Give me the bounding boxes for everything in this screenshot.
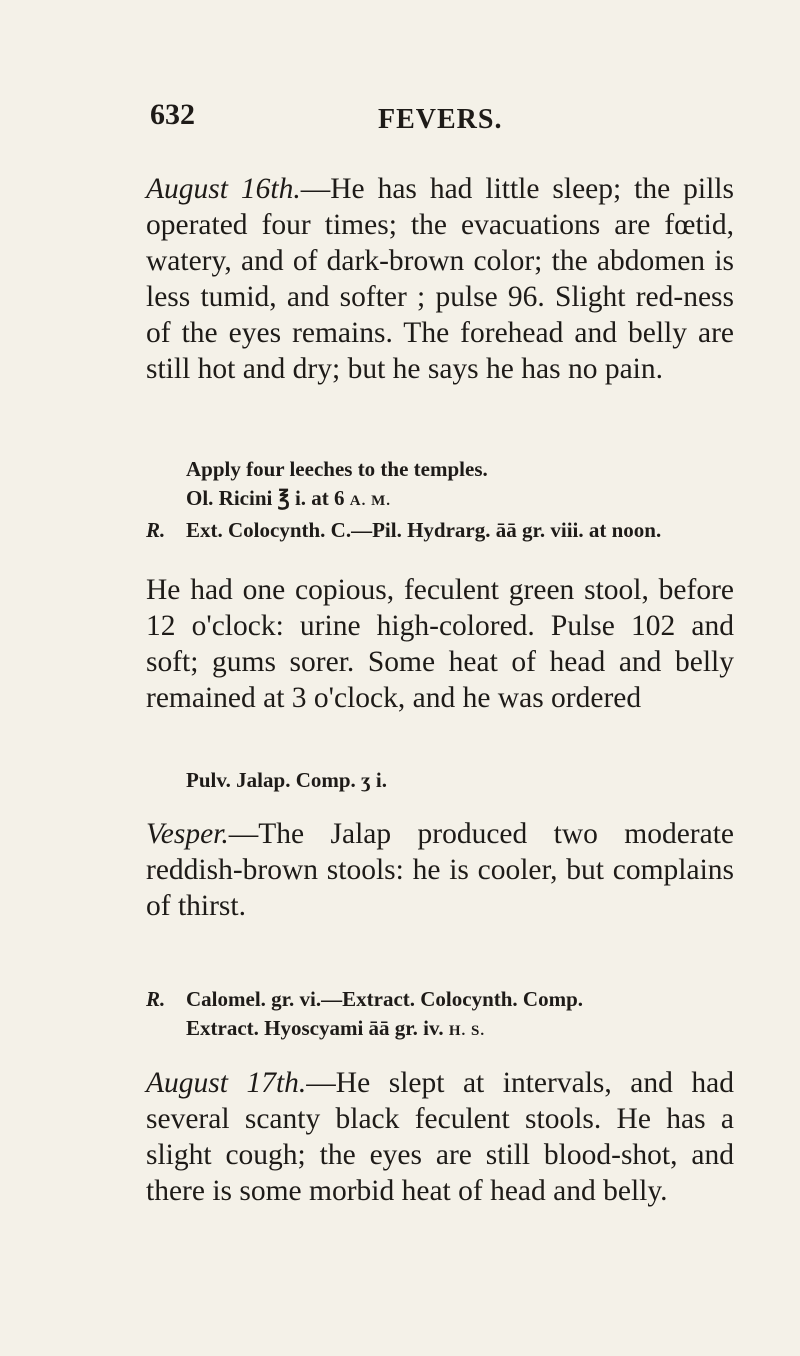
paragraph-text: —The Jalap produced two moderate reddish-brown stools: he is cooler, but complains of thirst.: [146, 818, 734, 922]
paragraph-vesper: [146, 816, 734, 924]
prescription-line: [146, 985, 746, 1014]
prescription-line: [186, 455, 746, 484]
paragraph-text: He had one copious, feculent green stool, before 12 o'clock: urine high-colored. Pulse 102 and soft; gums sorer. Some heat of head and belly remained at 3 o'clock, and he was ordered: [146, 574, 734, 714]
prescription-text: Calomel. gr. vi.—Extract. Colocynth. Comp.: [186, 987, 584, 1011]
prescription-text: Extract. Hyoscyami āā gr. iv.: [186, 1016, 444, 1040]
prescription-text: Apply four leeches to the temples.: [186, 457, 488, 481]
prescription-block: [146, 985, 746, 1046]
paragraph-lead: August 17th.: [146, 1067, 307, 1099]
paragraph-noon-report: [146, 572, 734, 716]
prescription-time: A. M.: [349, 493, 392, 509]
paragraph-august-17: [146, 1065, 734, 1209]
recipe-symbol: R.: [146, 518, 166, 542]
prescription-block: [146, 455, 746, 545]
paragraph-text: —He has had little sleep; the pills operated four times; the evacuations are fœtid, watery, and of dark-brown color; the abdomen is less tumid, and softer ; pulse 96. Slight red-ness of the eyes remains. The forehead and belly are still hot and dry; but he says he has no pain.: [146, 173, 734, 385]
prescription-text: Ext. Colocynth. C.—Pil. Hydrarg. āā gr. viii. at noon.: [186, 518, 662, 542]
running-title: FEVERS.: [378, 104, 503, 135]
prescription-text: Pulv. Jalap. Comp. ʒ i.: [186, 768, 387, 792]
prescription-time: H. S.: [448, 1023, 486, 1039]
paragraph-text: —He slept at intervals, and had several scanty black feculent stools. He has a slight cough; the eyes are still blood-shot, and there is some morbid heat of head and belly.: [146, 1067, 734, 1207]
paragraph-august-16: [146, 171, 734, 387]
prescription-text: Ol. Ricini ℥ i. at 6: [186, 486, 345, 510]
prescription-line: [186, 766, 746, 795]
prescription-line: [186, 1014, 746, 1046]
page-number: 632: [150, 98, 195, 131]
paragraph-lead: Vesper.: [146, 818, 229, 850]
prescription-line: [146, 516, 746, 545]
prescription-block: [186, 766, 746, 795]
prescription-line: [186, 484, 746, 516]
paragraph-lead: August 16th.: [146, 173, 301, 205]
recipe-symbol: R.: [146, 987, 166, 1011]
